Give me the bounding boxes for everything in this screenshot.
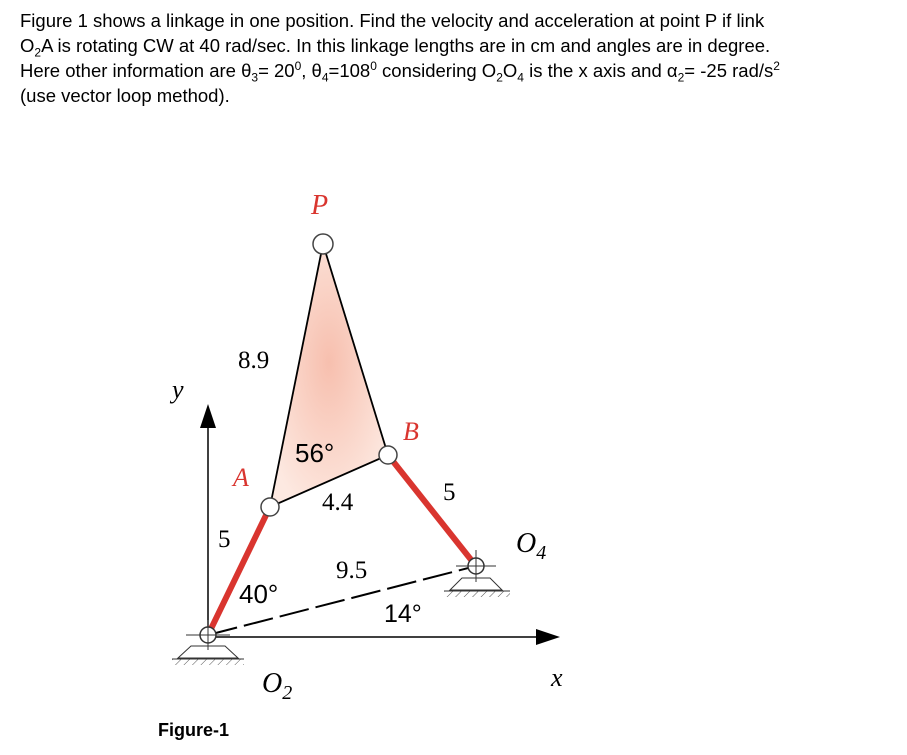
text: is the x axis and α (523, 60, 678, 81)
rocker-link-BO4 (388, 455, 476, 566)
text: , θ (301, 60, 322, 81)
text: = 20 (258, 60, 295, 81)
angle-label-ground: 14° (384, 600, 422, 628)
superscript: 0 (294, 58, 302, 73)
dimension-O2A: 5 (218, 526, 231, 553)
text: considering O (376, 60, 497, 81)
joint-P (313, 234, 333, 254)
text: (use vector loop method). (20, 85, 230, 106)
superscript: 2 (773, 58, 780, 73)
label-O2-sub: 2 (282, 682, 293, 704)
text: Figure 1 shows a linkage in one position. Find the velocity and acceleration at point P if link (20, 10, 765, 31)
dimension-O2O4: 9.5 (336, 557, 368, 584)
label-O2-main: O (262, 668, 283, 699)
superscript: 0 (370, 58, 377, 73)
label-P: P (311, 190, 329, 221)
text: = -25 rad/s (684, 60, 774, 81)
y-axis-arrowhead (200, 404, 216, 428)
dimension-AB: 4.4 (322, 489, 354, 516)
subscript: 4 (321, 70, 329, 85)
text: O (20, 35, 35, 56)
joint-B (379, 446, 397, 464)
angle-label-A: 56° (295, 438, 335, 468)
label-y: y (172, 375, 184, 404)
subscript: 2 (677, 70, 685, 85)
label-O2 (262, 668, 292, 704)
ground-support-O4 (444, 550, 510, 597)
text: A is rotating CW at 40 rad/sec. In this linkage lengths are in cm and angles are in degree. (41, 35, 771, 56)
subscript: 2 (34, 45, 42, 60)
label-O4 (516, 528, 546, 564)
label-A: A (233, 463, 249, 492)
angle-label-O2: 40° (239, 579, 279, 609)
label-O4-main: O (516, 528, 537, 559)
subscript: 4 (517, 70, 524, 85)
figure-caption: Figure-1 (158, 720, 230, 740)
dimension-BO4: 5 (443, 479, 456, 506)
text: Here other information are θ (20, 60, 252, 81)
label-O4-sub: 4 (536, 542, 547, 564)
x-axis-arrowhead (536, 629, 560, 645)
ground-support-O2 (172, 620, 244, 665)
subscript: 2 (496, 70, 503, 85)
joint-A (261, 498, 279, 516)
text: =108 (328, 60, 371, 81)
text: O (502, 60, 518, 81)
subscript: 3 (251, 70, 259, 85)
dimension-AP: 8.9 (238, 347, 270, 374)
label-B: B (403, 417, 419, 446)
label-x: x (551, 663, 563, 692)
